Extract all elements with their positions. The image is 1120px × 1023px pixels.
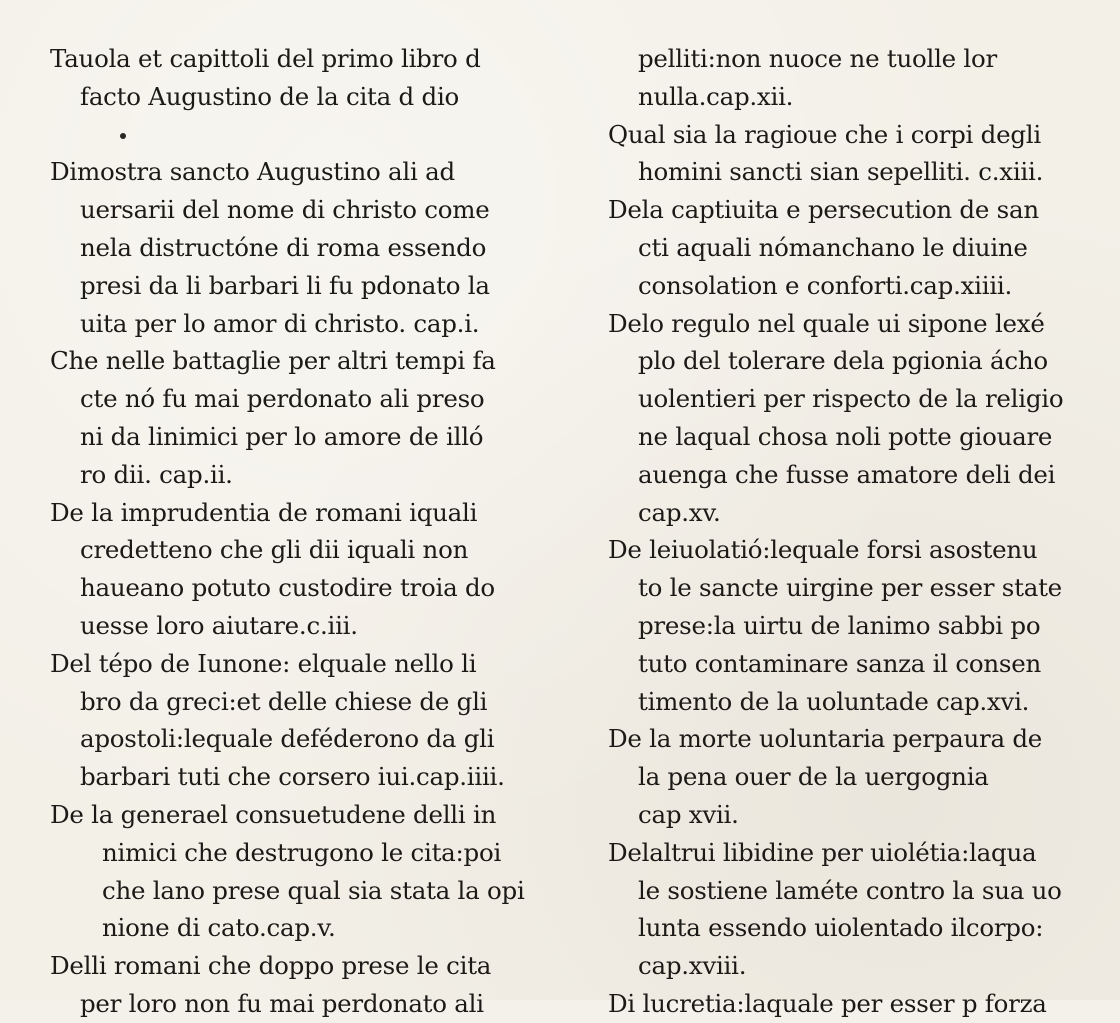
entry-line: ni da linimici per lo amore de illó — [80, 421, 484, 451]
entry-line: nione di cato.cap.v. — [102, 913, 336, 943]
entry-line: nulla.cap.xii. — [638, 81, 794, 111]
entry-line: ro dii. cap.ii. — [80, 459, 233, 489]
entry-line: Del tépo de Iunone: elquale nello li — [50, 648, 477, 678]
entry-line: Delaltrui libidine per uiolétia:laqua — [608, 837, 1037, 867]
entry-line: ne laqual chosa noli potte giouare — [638, 421, 1053, 451]
entry-line: per loro non fu mai perdonato ali — [80, 988, 484, 1018]
entry-line: De la morte uoluntaria perpaura de — [608, 724, 1043, 754]
entry-line: prese:la uirtu de lanimo sabbi po — [638, 610, 1041, 640]
entry-line: nela distructóne di roma essendo — [80, 232, 487, 262]
entry-line: pelliti:non nuoce ne tuolle lor — [638, 44, 997, 73]
entry-line: tuto contaminare sanza il consen — [638, 648, 1041, 678]
entry-line: la pena ouer de la uergognia — [638, 762, 989, 792]
entry-line: che lano prese qual sia stata la opi — [102, 875, 525, 905]
entry-line: De la imprudentia de romani iquali — [50, 497, 478, 527]
entry-line: lunta essendo uiolentado ilcorpo: — [638, 913, 1044, 943]
entry-line: uita per lo amor di christo. cap.i. — [80, 308, 480, 338]
entry-line: plo del tolerare dela pgionia ácho — [638, 346, 1048, 376]
entry-line: Dela captiuita e persecution de san — [608, 195, 1039, 225]
entry-line: De leiuolatió:lequale forsi asostenu — [608, 535, 1038, 565]
right-column — [608, 40, 1078, 1023]
entry-line: Di lucretia:laquale per esser p forza — [608, 988, 1047, 1018]
entry-line: to le sancte uirgine per esser state — [638, 573, 1062, 603]
entry-line: auenga che fusse amatore deli dei — [638, 459, 1056, 489]
entry-line: le sostiene laméte contro la sua uo — [638, 875, 1062, 905]
entry-line: barbari tuti che corsero iui.cap.iiii. — [80, 762, 505, 792]
left-column — [50, 40, 530, 1023]
entry-line: haueano potuto custodire troia do — [80, 573, 495, 603]
entry-line: Delo regulo nel quale ui sipone lexé — [608, 308, 1045, 338]
entry-line: cap.xv. — [638, 497, 721, 527]
entry-line: timento de la uoluntade cap.xvi. — [638, 686, 1030, 716]
entry-line: De la generael consuetudene delli in — [50, 799, 497, 829]
entry-line: Dimostra sancto Augustino ali ad — [50, 157, 455, 187]
entry-line: consolation e conforti.cap.xiiii. — [638, 270, 1013, 300]
entry-line: cti aquali nómanchano le diuine — [638, 232, 1028, 262]
entry-line: uersarii del nome di christo come — [80, 195, 490, 225]
title-line-2: facto Augustino de la cita d dio — [80, 81, 460, 111]
title-bullet-icon — [50, 116, 530, 154]
title-line-1: Tauola et capittoli del primo libro d — [50, 44, 481, 73]
entry-line: cap xvii. — [638, 799, 739, 829]
entry-line: apostoli:lequale deféderono da gli — [80, 724, 495, 754]
entry-line: bro da greci:et delle chiese de gli — [80, 686, 488, 716]
entry-line: presi da li barbari li fu pdonato la — [80, 270, 490, 300]
entry-line: homini sancti sian sepelliti. c.xiii. — [638, 157, 1044, 187]
entry-line: Delli romani che doppo prese le cita — [50, 951, 492, 981]
entry-line: nimici che destrugono le cita:poi — [102, 837, 502, 867]
entry-line: cte nó fu mai perdonato ali preso — [80, 384, 485, 414]
entry-line: Che nelle battaglie per altri tempi fa — [50, 346, 496, 376]
entry-line: credetteno che gli dii iquali non — [80, 535, 469, 565]
entry-line: uolentieri per rispecto de la religio — [638, 384, 1064, 414]
entry-line: Qual sia la ragioue che i corpi degli — [608, 119, 1041, 149]
entry-line: uesse loro aiutare.c.iii. — [80, 610, 358, 640]
entry-line: cap.xviii. — [638, 951, 747, 981]
